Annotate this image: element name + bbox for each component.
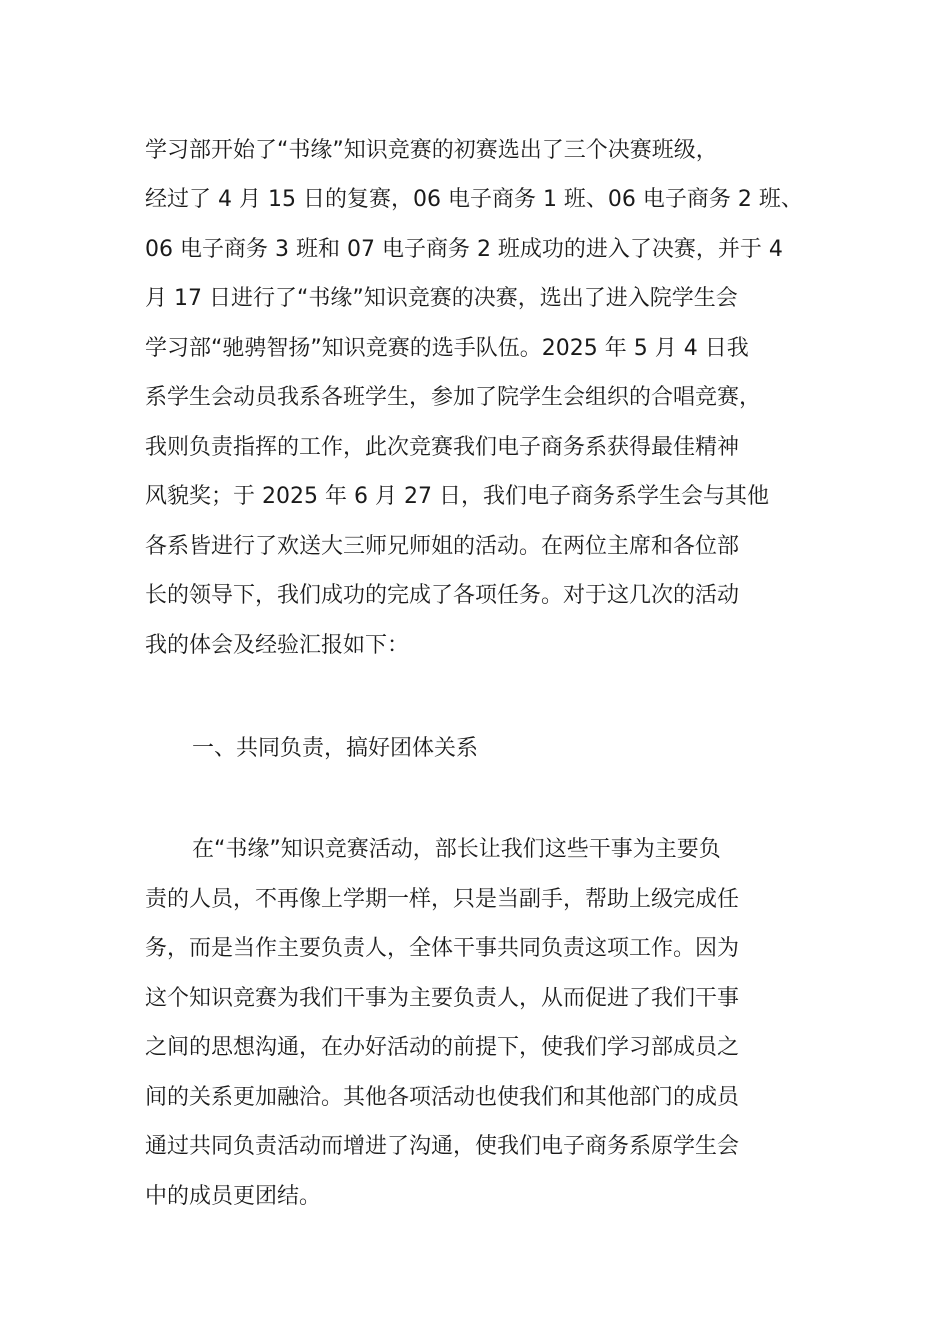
paragraph-1-line: 经过了 4 月 15 日的复赛，06 电子商务 1 班、06 电子商务 2 班、 — [145, 187, 803, 212]
paragraph-2-line: 务，而是当作主要负责人，全体干事共同负责这项工作。因为 — [145, 936, 740, 961]
paragraph-1-line: 学习部开始了“书缘”知识竞赛的初赛选出了三个决赛班级， — [145, 138, 718, 163]
paragraph-1-line: 学习部“驰骋智扬”知识竞赛的选手队伍。2025 年 5 月 4 日我 — [145, 336, 749, 361]
paragraph-2-line: 这个知识竞赛为我们干事为主要负责人，从而促进了我们干事 — [145, 986, 740, 1011]
paragraph-2-line: 责的人员，不再像上学期一样，只是当副手，帮助上级完成任 — [145, 887, 740, 912]
paragraph-2-line: 间的关系更加融洽。其他各项活动也使我们和其他部门的成员 — [145, 1085, 740, 1110]
paragraph-2-line: 之间的思想沟通，在办好活动的前提下，使我们学习部成员之 — [145, 1035, 740, 1060]
paragraph-1-line: 长的领导下，我们成功的完成了各项任务。对于这几次的活动 — [145, 583, 740, 608]
paragraph-2-line: 通过共同负责活动而增进了沟通，使我们电子商务系原学生会 — [145, 1134, 740, 1159]
paragraph-1-line: 我则负责指挥的工作，此次竞赛我们电子商务系获得最佳精神 — [145, 435, 740, 460]
section-heading: 一、共同负责，搞好团体关系 — [192, 736, 479, 761]
paragraph-2-line: 中的成员更团结。 — [145, 1184, 322, 1209]
paragraph-2-line: 在“书缘”知识竞赛活动，部长让我们这些干事为主要负 — [192, 837, 721, 862]
paragraph-1-line: 风貌奖；于 2025 年 6 月 27 日，我们电子商务系学生会与其他 — [145, 484, 769, 509]
paragraph-1-line: 月 17 日进行了“书缘”知识竞赛的决赛，选出了进入院学生会 — [145, 286, 738, 311]
paragraph-1-line: 系学生会动员我系各班学生，参加了院学生会组织的合唱竞赛， — [145, 385, 762, 410]
paragraph-1-line: 06 电子商务 3 班和 07 电子商务 2 班成功的进入了决赛，并于 4 — [145, 237, 783, 262]
paragraph-1-line: 我的体会及经验汇报如下： — [145, 633, 410, 658]
paragraph-1-line: 各系皆进行了欢送大三师兄师姐的活动。在两位主席和各位部 — [145, 534, 740, 559]
